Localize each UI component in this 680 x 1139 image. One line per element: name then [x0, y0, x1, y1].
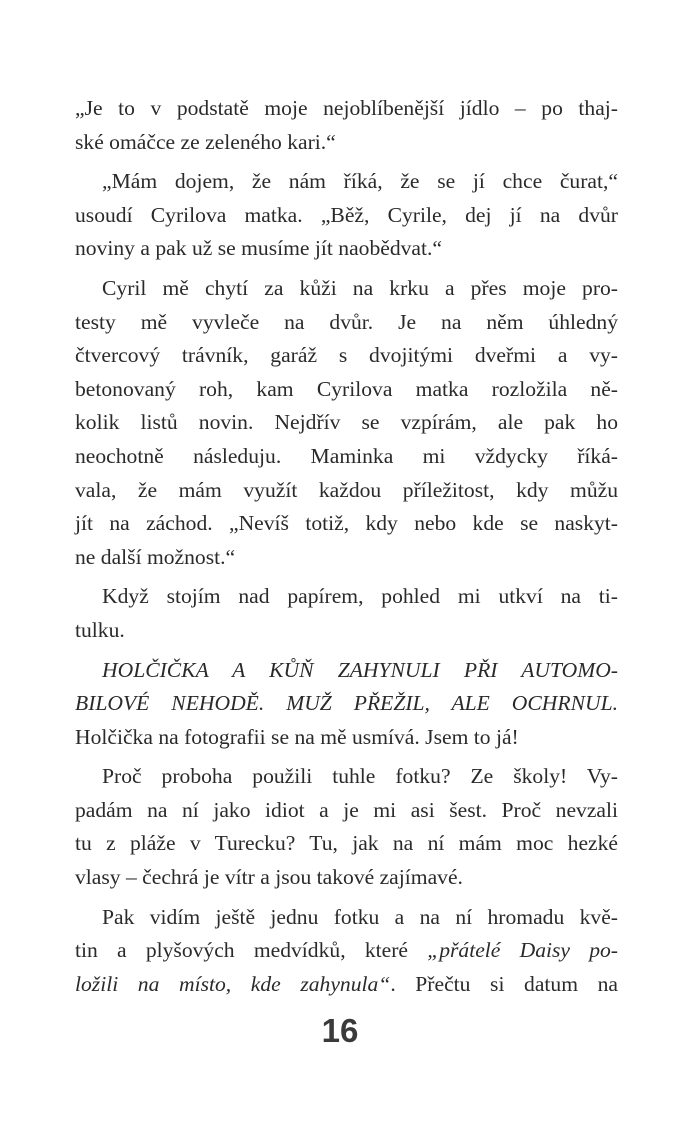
text-line: ské omáčce ze zeleného kari.“	[75, 129, 336, 154]
headline-line	[75, 687, 618, 721]
text-line: „Je to v podstatě moje nejoblíbenější jídlo – po thaj-	[75, 96, 618, 120]
book-page-text	[75, 92, 618, 1007]
text-line: vala, že mám využít každou příležitost, kdy můžu	[75, 477, 618, 502]
text-line: „Mám dojem, že nám říká, že se jí chce čurat,“	[102, 169, 618, 194]
paragraph-7	[75, 901, 618, 1002]
headline-text: BILOVÉ NEHODĚ. MUŽ PŘEŽIL, ALE OCHRNUL.	[75, 691, 618, 716]
paragraph-headline	[75, 654, 618, 755]
text-line: kolik listů novin. Nejdřív se vzpírám, ale pak ho	[75, 410, 618, 435]
text-line	[75, 968, 618, 1002]
text-line	[75, 934, 618, 968]
text-line: usoudí Cyrilova matka. „Běž, Cyrile, dej jí na dvůr	[75, 202, 618, 227]
quoted-italic-text: „přátelé Daisy po-	[427, 938, 618, 963]
text-line: testy mě vyvleče na dvůr. Je na něm úhledný	[75, 309, 618, 334]
text-line: Když stojím nad papírem, pohled mi utkví na ti-	[102, 584, 618, 609]
text-line: ne další možnost.“	[75, 544, 236, 569]
text-line: noviny a pak už se musíme jít naobědvat.“	[75, 236, 442, 261]
headline-line	[75, 654, 618, 688]
quoted-italic-text: ložili na místo, kde zahynula“	[75, 971, 391, 996]
text-line: jít na záchod. „Nevíš totiž, kdy nebo kde se naskyt-	[75, 511, 618, 536]
text-line: Holčička na fotografii se na mě usmívá. Jsem to já!	[75, 724, 519, 749]
paragraph-2	[75, 165, 618, 266]
text-line: tulku.	[75, 617, 125, 642]
text-line: tu z pláže v Turecku? Tu, jak na ní mám moc hezké	[75, 831, 618, 856]
text-line: Cyril mě chytí za kůži na krku a přes moje pro-	[102, 275, 618, 300]
text-line: vlasy – čechrá je vítr a jsou takové zajímavé.	[75, 865, 463, 890]
text-line: Proč proboha použili tuhle fotku? Ze školy! Vy-	[102, 764, 618, 789]
paragraph-3	[75, 272, 618, 574]
paragraph-1	[75, 92, 618, 159]
text-line: neochotně následuju. Maminka mi vždycky říká-	[75, 443, 618, 468]
text-line: padám na ní jako idiot a je mi asi šest. Proč nevzali	[75, 797, 618, 822]
headline-text: HOLČIČKA A KŮŇ ZAHYNULI PŘI AUTOMO-	[102, 657, 618, 682]
paragraph-6	[75, 760, 618, 894]
page-number: 16	[321, 1012, 359, 1049]
text-run: . Přečtu si datum na	[390, 971, 619, 996]
text-run: tin a plyšových medvídků, které	[75, 938, 428, 963]
paragraph-4	[75, 580, 618, 647]
text-line: Pak vidím ještě jednu fotku a na ní hromadu kvě-	[102, 904, 618, 929]
text-line: betonovaný roh, kam Cyrilova matka rozložila ně-	[75, 376, 618, 401]
text-line: čtvercový trávník, garáž s dvojitými dveřmi a vy-	[75, 343, 618, 368]
